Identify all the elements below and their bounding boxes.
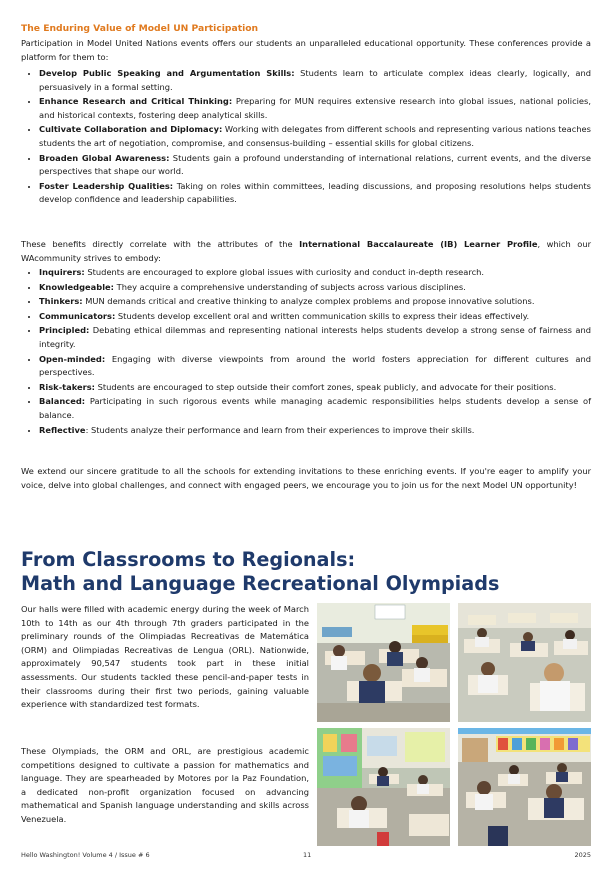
section-title: The Enduring Value of Model UN Participation <box>21 23 259 34</box>
attribute-item-text: Engaging with diverse viewpoints from around the world fosters appreciation for different cultures and perspectives. <box>39 353 591 378</box>
benefit-item-text: Working with delegates from different schools and representing various nations teaches students the art of negotiation, compromise, and consensus-building – essential skills for global citizens. <box>39 124 591 148</box>
footer-publication: Hello Washington! Volume 4 / Issue # 6 <box>21 851 150 859</box>
benefit-item <box>39 180 591 207</box>
attribute-item-title: Reflective <box>39 424 86 435</box>
benefit-item-text: Students learn to articulate complex ideas clearly, logically, and persuasively in a formal setting. <box>39 68 591 92</box>
classroom-photo-2 <box>458 603 591 722</box>
olympiad-paragraph-2: These Olympiads, the ORM and ORL, are prestigious academic competitions designed to cultivate a passion for mathematics and language. They are spearheaded by Motores por la Paz Foundation, a dedicated non-profit organization focused on advancing mathematical and Spanish language understanding and skills across Venezuela. <box>21 746 309 824</box>
attribute-item <box>39 266 591 280</box>
olympiad-paragraph-1: Our halls were filled with academic energy during the week of March 10th to 14th as our 4th through 7th graders participated in the preliminary rounds of the Olimpiadas Recreativas de Matemática (ORM) and Olimpiadas Recreativas de Lengua (ORL). Nationwide, approximately 90,547 students took part in these initial assessments. Our students tackled these pencil-and-paper tests in their classrooms during their first two periods, gaining valuable experience with standardized test formats. <box>21 604 309 710</box>
attribute-item-text: MUN demands critical and creative thinking to analyze complex problems and propose innovative solutions. <box>82 296 535 307</box>
attribute-item-text: They acquire a comprehensive understanding of subjects across various disciplines. <box>114 281 466 292</box>
closing-paragraph: We extend our sincere gratitude to all the schools for extending invitations to these enriching events. If you're eager to amplify your voice, delve into global challenges, and connect with engaged peers, we encourage you to join us for the next Model UN opportunity! <box>21 466 591 490</box>
attribute-item <box>39 395 591 422</box>
benefits-list <box>21 67 591 207</box>
attribute-item <box>39 424 591 438</box>
headline-line-1: From Classrooms to Regionals: <box>21 548 356 571</box>
benefits-list-container <box>21 67 591 208</box>
bridge-text-before: These benefits directly correlate with the attributes of the <box>21 239 300 249</box>
attribute-item-text: Students are encouraged to explore global issues with curiosity and conduct in-depth research. <box>84 267 485 277</box>
attribute-item-text: : Students analyze their performance and learn from their experiences to improve their skills. <box>85 424 475 435</box>
attribute-item-title: Balanced: <box>39 396 86 407</box>
attribute-item-title: Knowledgeable: <box>39 281 115 292</box>
attribute-item-text: Debating ethical dilemmas and representing national interests helps students develop a strong sense of fairness and integrity. <box>39 325 591 349</box>
attribute-item-text: Students develop excellent oral and written communication skills to express their ideas effectively. <box>115 310 530 321</box>
attribute-item-text: Students are encouraged to step outside their comfort zones, speak publicly, and advocate for their positions. <box>94 381 557 392</box>
attributes-list-container <box>21 266 591 438</box>
benefit-item-title: Foster Leadership Qualities: <box>39 180 174 191</box>
attribute-item <box>39 281 591 295</box>
attribute-item-title: Thinkers: <box>39 296 83 307</box>
attribute-item <box>39 310 591 324</box>
attributes-list <box>21 266 591 437</box>
attribute-item <box>39 381 591 395</box>
attribute-item-title: Inquirers: <box>39 267 85 277</box>
benefit-item-text: Taking on roles within committees, leading discussions, and proposing resolutions helps students develop confidence and leadership capabilities. <box>39 180 592 205</box>
footer-year: 2025 <box>574 851 591 859</box>
attribute-item-title: Communicators: <box>39 310 116 321</box>
benefit-item-text: Preparing for MUN requires extensive research into global issues, national policies, and historical contexts, fostering deep analytical skills. <box>39 96 591 120</box>
classroom-photo-3 <box>317 728 450 846</box>
benefit-item <box>39 67 591 94</box>
benefit-item-title: Enhance Research and Critical Thinking: <box>39 96 233 107</box>
benefit-item <box>39 152 591 179</box>
benefit-item-title: Broaden Global Awareness: <box>39 152 170 163</box>
benefit-item-text: Students gain a profound understanding of international relations, current events, and the diverse perspectives that shape our world. <box>39 152 591 177</box>
article-headline <box>21 548 591 595</box>
intro-paragraph: Participation in Model United Nations events offers our students an unparalleled educational opportunity. These conferences provide a platform for them to: <box>21 38 591 62</box>
benefit-item-title: Develop Public Speaking and Argumentation Skills: <box>39 68 295 78</box>
attribute-item <box>39 324 591 351</box>
benefit-item <box>39 95 591 122</box>
attribute-item-title: Risk-takers: <box>39 381 95 392</box>
classroom-photo-1 <box>317 603 450 722</box>
benefit-item <box>39 123 591 150</box>
classroom-photo-4 <box>458 728 591 846</box>
attribute-item-title: Open-minded: <box>39 353 106 364</box>
attribute-item <box>39 295 591 309</box>
benefit-item-title: Cultivate Collaboration and Diplomacy: <box>39 124 223 135</box>
footer-page-number: 11 <box>303 851 312 859</box>
ib-learner-profile: International Baccalaureate (IB) Learner Profile <box>299 239 538 249</box>
attribute-item-title: Principled: <box>39 325 90 336</box>
attribute-item-text: Participating in such rigorous events while managing academic responsibilities helps students develop a sense of balance. <box>39 396 591 420</box>
bridge-text-after: , which our WAcommunity strives to embody: <box>21 239 591 263</box>
ib-bridge-paragraph <box>21 238 591 265</box>
attribute-item <box>39 353 591 380</box>
headline-line-2: Math and Language Recreational Olympiads <box>21 571 500 595</box>
